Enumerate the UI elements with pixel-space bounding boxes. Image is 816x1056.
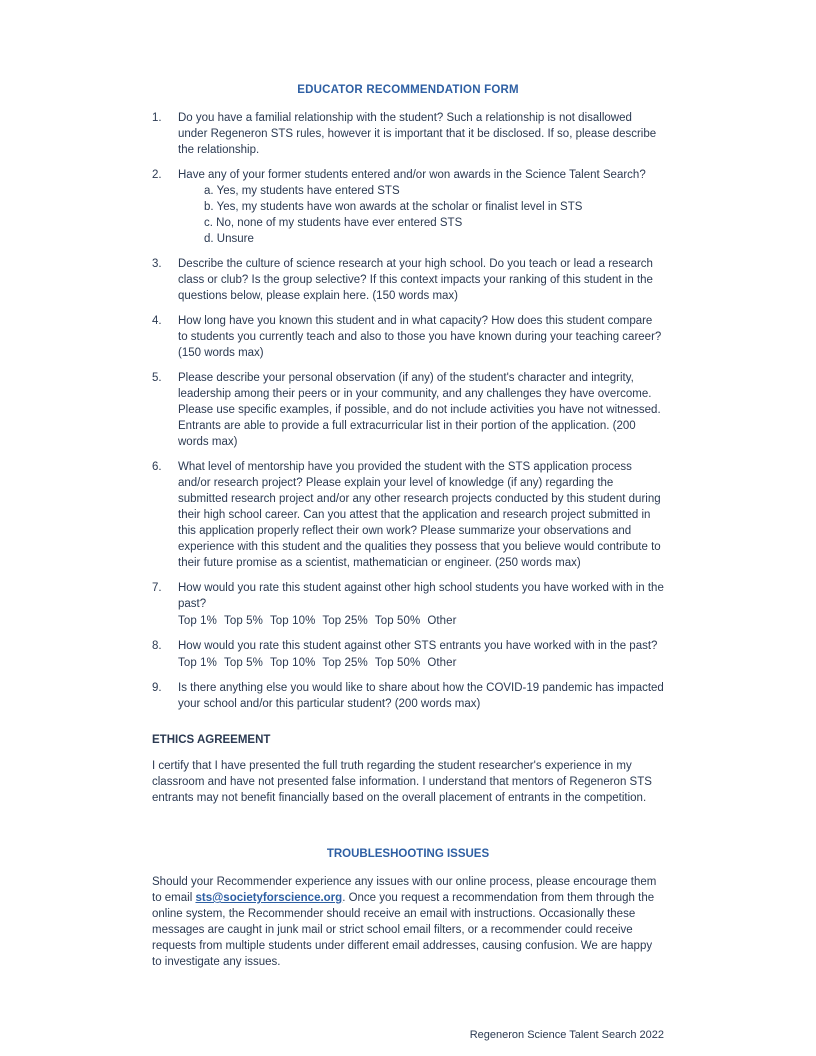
question-body [178,313,664,361]
question-option[interactable]: a. Yes, my students have entered STS [204,185,400,197]
rating-options [178,613,664,629]
question-item [152,256,664,304]
question-item [152,167,664,247]
question-number: 2. [152,169,162,181]
rating-option[interactable]: Top 5% [223,657,263,669]
support-email-link[interactable]: sts@societyforscience.org [195,892,343,904]
question-number: 8. [152,640,162,652]
question-number: 9. [152,682,162,694]
question-text: How long have you known this student and in what capacity? How does this student compare to students you currently teach and also to those you have known during your teaching career? (150 words max) [178,315,662,359]
rating-option[interactable]: Other [427,615,457,627]
rating-option[interactable]: Top 25% [322,657,368,669]
rating-option[interactable]: Top 1% [178,657,217,669]
question-number: 6. [152,461,162,473]
question-item [152,313,664,361]
question-body [178,638,664,671]
troubleshooting-text-before-email: Should your Recommender experience any issues with our online process, please encourage them to email [152,876,657,904]
rating-option[interactable]: Top 10% [269,657,316,669]
question-body [178,680,664,712]
question-number: 1. [152,112,162,124]
question-item [152,580,664,629]
question-text: Describe the culture of science research at your high school. Do you teach or lead a research class or club? Is the group selective? If this context impacts your ranking of this student in the questions below, please explain here. (150 words max) [178,258,653,302]
question-text: How would you rate this student against other high school students you have worked with in the past? [178,582,664,610]
question-body [178,256,664,304]
question-body [178,459,664,571]
document-content [152,84,664,970]
question-number: 7. [152,582,162,594]
question-item [152,110,664,158]
question-text: Do you have a familial relationship with the student? Such a relationship is not disallowed under Regeneron STS rules, however it is important that it be disclosed. If so, please describe the relationship. [178,112,657,156]
question-item [152,680,664,712]
question-number: 3. [152,258,162,270]
question-number: 4. [152,315,162,327]
form-title: EDUCATOR RECOMMENDATION FORM [297,84,519,96]
question-text: Please describe your personal observation (if any) of the student's character and integrity, leadership among their peers or in your community, and any challenges they have overcome. Please use specific examples, if possible, and do not include activities you have not witnessed. Entrants are able to provide a full extracurricular list in their portion of the application. (200 words max) [178,372,661,448]
question-body [178,110,664,158]
rating-option[interactable]: Top 1% [178,615,217,627]
question-item [152,638,664,671]
rating-options [178,655,664,671]
question-text: How would you rate this student against other STS entrants you have worked with in the past? [178,640,658,652]
question-option[interactable]: b. Yes, my students have won awards at the scholar or finalist level in STS [204,201,583,213]
question-text: Have any of your former students entered and/or won awards in the Science Talent Search? [178,169,646,181]
rating-option[interactable]: Top 50% [374,657,421,669]
question-body [178,580,664,629]
question-text: Is there anything else you would like to share about how the COVID-19 pandemic has impacted your school and/or this particular student? (200 words max) [178,682,664,710]
ethics-heading: ETHICS AGREEMENT [152,734,271,746]
rating-option[interactable]: Top 25% [322,615,368,627]
rating-option[interactable]: Top 5% [223,615,263,627]
troubleshooting-text-after-email: . Once you request a recommendation from them through the online system, the Recommender should receive an email with instructions. Occasionally these messages are caught in junk mail or strict school email filters, or a recommender could receive requests from multiple students under different email addresses, causing confusion. We are happy to investigate any issues. [152,892,655,968]
question-body [178,167,664,247]
question-body [178,370,664,450]
question-item [152,459,664,571]
troubleshooting-body [152,874,664,970]
rating-option[interactable]: Top 50% [374,615,421,627]
page-footer: Regeneron Science Talent Search 2022 [469,1029,664,1041]
question-number: 5. [152,372,162,384]
question-list [152,110,664,712]
question-options [178,183,664,247]
troubleshooting-title: TROUBLESHOOTING ISSUES [326,848,490,860]
ethics-body: I certify that I have presented the full truth regarding the student researcher's experience in my classroom and have not presented false information. I understand that mentors of Regeneron STS entrants may not benefit financially based on the overall placement of entrants in the competition. [152,760,652,804]
question-item [152,370,664,450]
rating-option[interactable]: Top 10% [269,615,316,627]
question-text: What level of mentorship have you provided the student with the STS application process and/or research project? Please explain your level of knowledge (if any) regarding the submitted research project and/or any other research projects conducted by this student during their high school career. Can you attest that the application and research project submitted in this application properly reflect their own work? Please summarize your observations and experience with this student and the qualities they possess that you believe would contribute to their future promise as a scientist, mathematician or engineer. (250 words max) [178,461,661,569]
rating-option[interactable]: Other [427,657,457,669]
question-option[interactable]: c. No, none of my students have ever entered STS [204,217,463,229]
question-option[interactable]: d. Unsure [204,233,254,245]
